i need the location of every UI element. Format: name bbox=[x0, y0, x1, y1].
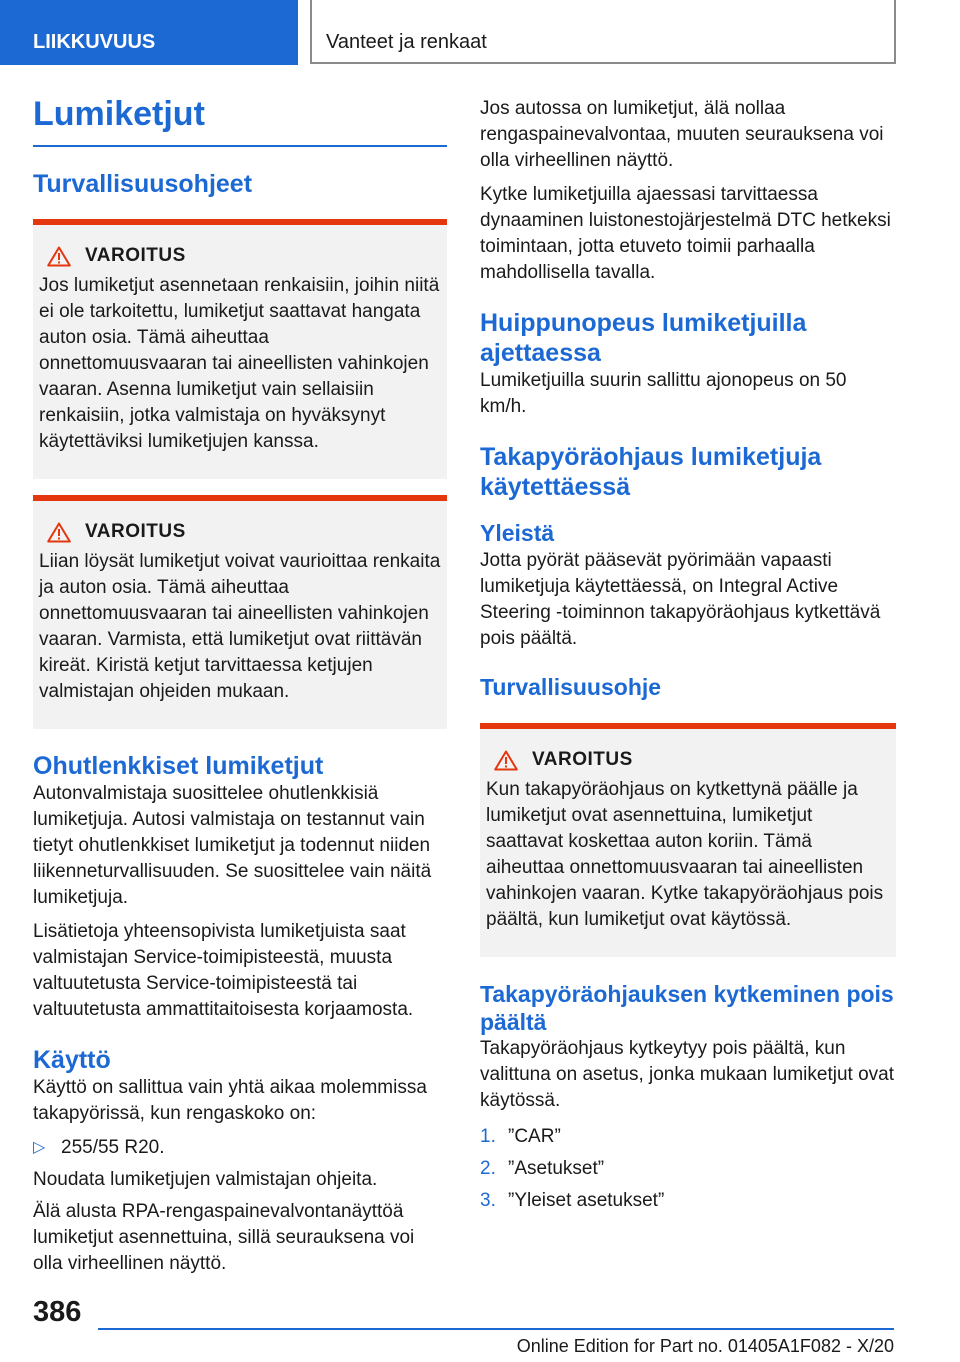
step-number: 3. bbox=[480, 1190, 496, 1212]
safety-heading: Turvallisuusohje bbox=[480, 673, 662, 700]
footer-divider bbox=[98, 1328, 894, 1330]
left-column bbox=[33, 96, 447, 1277]
warning-triangle-icon bbox=[47, 522, 71, 543]
fine-link-heading: Ohutlenkkiset lumiketjut bbox=[33, 752, 324, 781]
usage-heading: Käyttö bbox=[33, 1046, 111, 1075]
step-number: 2. bbox=[480, 1158, 496, 1180]
list-item bbox=[33, 1135, 447, 1161]
warning-box bbox=[33, 219, 447, 479]
step-text: ”Yleiset asetukset” bbox=[508, 1190, 665, 1212]
warning-text: Liian löysät lumiketjut voivat vaurioittaa renkaita ja auton osia. Tämä aiheuttaa onnettomuusvaaran tai aineellisten vahinkojen vaaran. Varmista, että lumiketjut ovat riittävän kireät. Kiristä ketjut tarvittaessa ketjujen valmistajan ohjeiden mukaan. bbox=[39, 551, 441, 703]
max-speed-text: Lumiketjuilla suurin sallittu ajonopeus on 50 km/h. bbox=[480, 370, 847, 417]
chapter-header bbox=[312, 0, 896, 64]
warning-text: Jos lumiketjut asennetaan renkaisiin, joihin niitä ei ole tarkoitettu, lumiketjut saattavat hangata auton osia. Tämä aiheuttaa onnettomuusvaaran tai aineellisten vahinkojen vaaran. Asenna lumiketjut vain sellaisiin renkaisiin, jotka valmistaja on hyväksynyt käytettäviksi lumiketjujen kanssa. bbox=[39, 275, 440, 453]
warning-triangle-icon bbox=[494, 750, 518, 771]
max-speed-heading: Huippunopeus lumiketjuilla ajettaessa bbox=[480, 309, 807, 367]
switch-off-text: Takapyöräohjaus kytkeytyy pois päältä, kun valittuna on asetus, jonka mukaan lumiketjut ovat käytössä. bbox=[480, 1038, 895, 1112]
right-column bbox=[480, 96, 896, 1214]
section-tab bbox=[0, 0, 298, 65]
safety-heading: Turvallisuusohjeet bbox=[33, 170, 253, 199]
list-item bbox=[480, 1188, 896, 1214]
warning-triangle-icon bbox=[47, 246, 71, 267]
chapter-title: Vanteet ja renkaat bbox=[326, 31, 487, 53]
step-text: ”Asetukset” bbox=[508, 1158, 605, 1180]
warning-label: VAROITUS bbox=[85, 245, 186, 267]
warning-label: VAROITUS bbox=[532, 749, 633, 771]
rear-steer-heading: Takapyöräohjaus lumiketjuja käytettäessä bbox=[480, 443, 822, 501]
body-paragraph: Jos autossa on lumiketjut, älä nollaa rengaspainevalvontaa, muuten seurauksena voi olla virheellinen näyttö. bbox=[480, 98, 884, 171]
warning-header bbox=[486, 749, 890, 771]
page-number: 386 bbox=[33, 1296, 82, 1328]
section-title: LIIKKUVUUS bbox=[33, 31, 156, 53]
page-title: Lumiketjut bbox=[33, 96, 447, 147]
list-item-text: 255/55 R20. bbox=[61, 1137, 165, 1159]
step-text: ”CAR” bbox=[508, 1126, 561, 1148]
warning-header bbox=[39, 245, 441, 267]
switch-off-heading: Takapyöräohjauksen kytkeminen pois päältä bbox=[480, 981, 894, 1035]
list-item bbox=[480, 1124, 896, 1150]
general-text: Jotta pyörät pääsevät pyörimään vapaasti lumiketjuja käytettäessä, on Integral Active Steering -toiminnon takapyöräohjaus kytkettävä pois päältä. bbox=[480, 549, 881, 649]
bullet-triangle-icon: ▷ bbox=[33, 1139, 46, 1157]
usage-paragraph: Käyttö on sallittua vain yhtä aikaa molemmissa takapyörissä, kun rengaskoko on: bbox=[33, 1077, 427, 1125]
usage-paragraph: Noudata lumiketjujen valmistajan ohjeita. bbox=[33, 1169, 378, 1191]
warning-label: VAROITUS bbox=[85, 521, 186, 543]
steps-list bbox=[480, 1124, 896, 1214]
usage-paragraph: Älä alusta RPA-rengaspainevalvontanäyttöä lumiketjut asennettuina, sillä seurauksena voi olla virheellinen näyttö. bbox=[33, 1201, 415, 1275]
general-heading: Yleistä bbox=[480, 520, 555, 546]
edition-text: Online Edition for Part no. 01405A1F082 - X/20 bbox=[516, 1336, 894, 1356]
warning-header bbox=[39, 521, 441, 543]
warning-text: Kun takapyöräohjaus on kytkettynä päälle ja lumiketjut ovat asennettuina, lumiketjut saattavat koskettaa auton koriin. Tämä aiheuttaa onnettomuusvaaran tai aineellisten vahinkojen vaaran. Kytke takapyöräohjaus pois päältä, kun lumiketjut ovat käytössä. bbox=[486, 779, 884, 931]
warning-box bbox=[33, 495, 447, 729]
body-paragraph: Kytke lumiketjuilla ajaessasi tarvittaessa dynaaminen luistonestojärjestelmä DTC hetkeksi toimintaan, jotta etuveto toimii parhaalla mahdollisella tavalla. bbox=[480, 184, 891, 283]
fine-link-paragraph: Lisätietoja yhteensopivista lumiketjuista saat valmistajan Service-toimipisteestä, muusta valtuutetusta Service-toimipisteestä tai valtuutetusta ammattitaitoisesta korjaamosta. bbox=[33, 921, 414, 1021]
list-item bbox=[480, 1156, 896, 1182]
warning-box bbox=[480, 723, 896, 957]
fine-link-paragraph: Autonvalmistaja suosittelee ohutlenkkisiä lumiketjuja. Autosi valmistaja on testannut vain tietyt ohutlenkkiset lumiketjut ja todennut niiden liikenneturvallisuuden. Se suosittelee vain näitä lumiketjuja. bbox=[33, 783, 432, 909]
step-number: 1. bbox=[480, 1126, 496, 1148]
